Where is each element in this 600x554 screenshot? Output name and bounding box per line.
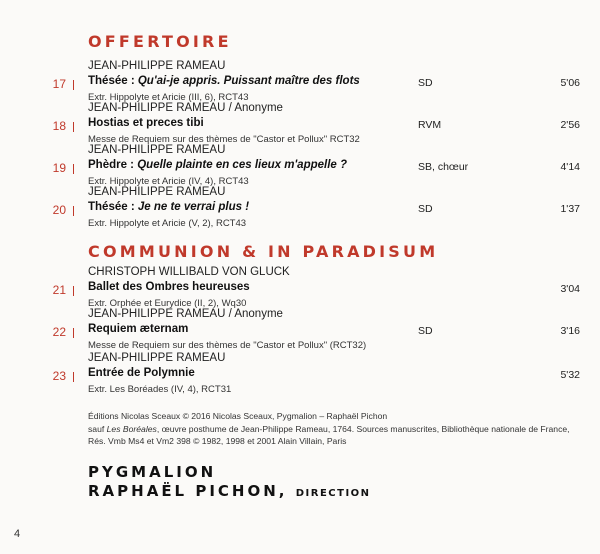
track-title: Entrée de Polymnie [88,367,195,379]
track-row [0,266,600,312]
track-source: Extr. Hippolyte et Aricie (IV, 4), RCT43 [88,176,249,187]
conductor-role: DIRECTION [295,488,371,499]
track-row [0,352,600,398]
track-composer: JEAN-PHILIPPE RAMEAU / Anonyme [88,308,283,320]
track-composer: JEAN-PHILIPPE RAMEAU / Anonyme [88,102,283,114]
track-row [0,308,600,354]
section-title-offertoire: OFFERTOIRE [88,32,232,51]
conductor-line: RAPHAËL PICHON, DIRECTION [88,482,371,500]
track-separator-bar [73,286,74,296]
track-source: Messe de Requiem sur des thèmes de "Castor et Pollux" RCT32 [88,134,360,145]
track-number: 23 [52,369,66,383]
track-number: 18 [52,119,66,133]
track-performers: SB, chœur [418,161,469,173]
track-duration: 3'16 [560,325,580,337]
track-performers: SD [418,77,433,89]
track-duration: 5'06 [560,77,580,89]
track-row [0,144,600,190]
track-performers: SD [418,203,433,215]
track-separator-bar [73,80,74,90]
track-composer: JEAN-PHILIPPE RAMEAU [88,60,226,72]
track-title: Phèdre : Quelle plainte en ces lieux m'appelle ? [88,159,348,171]
credits-line: Rés. Vmb Ms4 et Vm2 398 © 1982, 1998 et 2001 Alain Villain, Paris [88,436,347,446]
track-source: Extr. Orphée et Eurydice (II, 2), Wq30 [88,298,247,309]
ensemble-name: PYGMALION [88,463,217,481]
credits-line: Éditions Nicolas Sceaux © 2016 Nicolas Sceaux, Pygmalion – Raphaël Pichon [88,411,388,421]
track-row [0,60,600,106]
track-composer: JEAN-PHILIPPE RAMEAU [88,186,226,198]
track-duration: 2'56 [560,119,580,131]
track-number: 20 [52,203,66,217]
track-duration: 1'37 [560,203,580,215]
track-number: 19 [52,161,66,175]
track-separator-bar [73,164,74,174]
track-source: Extr. Les Boréades (IV, 4), RCT31 [88,384,232,395]
conductor-name: RAPHAËL PICHON [88,482,279,500]
track-number: 22 [52,325,66,339]
track-separator-bar [73,122,74,132]
track-source: Extr. Hippolyte et Aricie (III, 6), RCT43 [88,92,249,103]
track-duration: 3'04 [560,283,580,295]
section-title-communion: COMMUNION & IN PARADISUM [88,242,439,261]
track-title: Hostias et preces tibi [88,117,204,129]
track-duration: 4'14 [560,161,580,173]
track-title: Thésée : Je ne te verrai plus ! [88,201,250,213]
track-row [0,186,600,232]
track-composer: CHRISTOPH WILLIBALD VON GLUCK [88,266,290,278]
track-title: Ballet des Ombres heureuses [88,281,250,293]
track-performers: RVM [418,119,442,131]
credits-block [88,410,570,448]
credits-line: sauf Les Boréales, œuvre posthume de Jean-Philippe Rameau, 1764. Sources manuscrites, Bibliothèque nationale de France, [88,423,570,434]
track-row [0,102,600,148]
track-separator-bar [73,372,74,382]
track-source: Extr. Hippolyte et Aricie (V, 2), RCT43 [88,218,247,229]
track-separator-bar [73,328,74,338]
track-title: Thésée : Qu'ai-je appris. Puissant maître des flots [88,75,360,87]
track-number: 21 [52,283,66,297]
track-duration: 5'32 [560,369,580,381]
track-composer: JEAN-PHILIPPE RAMEAU [88,352,226,364]
track-number: 17 [52,77,66,91]
track-performers: SD [418,325,433,337]
track-composer: JEAN-PHILIPPE RAMEAU [88,144,226,156]
track-separator-bar [73,206,74,216]
track-source: Messe de Requiem sur des thèmes de "Castor et Pollux" (RCT32) [88,340,367,351]
page-number: 4 [14,528,21,540]
track-title: Requiem æternam [88,323,189,335]
